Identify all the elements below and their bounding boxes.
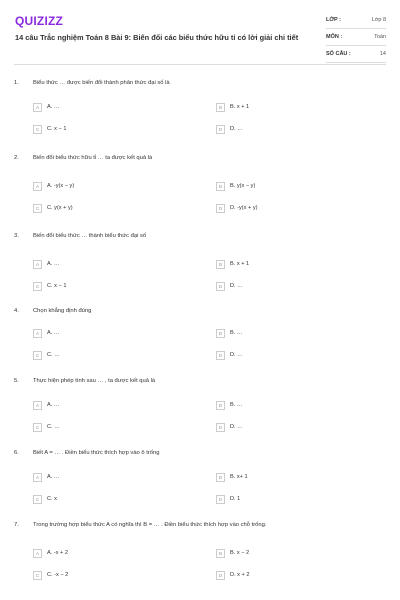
question-5 [14, 378, 386, 448]
option-text: B. x+ 1 [230, 474, 248, 480]
question-number: 2. [14, 155, 19, 161]
option-text: A. … [47, 402, 60, 408]
option-text: B. … [230, 402, 243, 408]
option-text: C. … [47, 352, 60, 358]
option-c[interactable] [33, 422, 60, 432]
option-d[interactable] [216, 281, 243, 291]
option-d[interactable] [216, 124, 243, 134]
option-b[interactable] [216, 472, 248, 482]
meta-value: Lớp 8 [371, 17, 386, 23]
option-a[interactable] [33, 400, 59, 410]
question-number: 1. [14, 80, 19, 86]
question-3 [14, 233, 386, 303]
option-text: B. x + 1 [230, 261, 250, 267]
meta-label: SỐ CÂU : [326, 51, 351, 57]
option-text: A. … [47, 330, 60, 336]
option-letter-a: A [33, 329, 42, 338]
option-text: C. -x − 2 [47, 572, 69, 578]
option-letter-b: B [216, 473, 225, 482]
question-text: Biến đổi biểu thức … thành biểu thức đại số [33, 233, 147, 239]
meta-value: Toán [374, 34, 386, 40]
option-text: D. … [230, 126, 243, 132]
option-b[interactable] [216, 328, 242, 338]
option-text: C. … [47, 424, 60, 430]
option-d[interactable] [216, 350, 243, 360]
option-c[interactable] [33, 494, 57, 504]
option-text: D. … [230, 424, 243, 430]
option-text: D. x + 2 [230, 572, 250, 578]
question-4 [14, 308, 386, 378]
option-text: C. y(x + y) [47, 205, 73, 211]
question-text: Biểu thức … được biến đổi thành phân thức đại số là [33, 80, 170, 86]
question-number: 5. [14, 378, 19, 384]
option-d[interactable] [216, 494, 240, 504]
option-d[interactable] [216, 203, 258, 213]
option-text: A. … [47, 104, 60, 110]
question-2 [14, 155, 386, 225]
question-6 [14, 450, 386, 520]
option-text: B. y(x − y) [230, 183, 256, 189]
option-b[interactable] [216, 181, 255, 191]
option-text: D. … [230, 352, 243, 358]
option-letter-b: B [216, 549, 225, 558]
option-letter-d: D [216, 495, 225, 504]
option-letter-d: D [216, 282, 225, 291]
option-a[interactable] [33, 102, 59, 112]
option-letter-a: A [33, 260, 42, 269]
question-number: 6. [14, 450, 19, 456]
worksheet-header [0, 0, 400, 62]
meta-row-subject [326, 29, 386, 46]
option-text: B. x + 1 [230, 104, 250, 110]
option-letter-b: B [216, 103, 225, 112]
option-text: A. -y(x − y) [47, 183, 75, 189]
meta-label: MÔN : [326, 34, 343, 40]
option-c[interactable] [33, 570, 68, 580]
option-letter-d: D [216, 571, 225, 580]
option-text: A. -x + 2 [47, 550, 68, 556]
meta-row-class [326, 12, 386, 29]
option-text: D. … [230, 283, 243, 289]
option-a[interactable] [33, 548, 68, 558]
question-7 [14, 522, 386, 594]
option-letter-a: A [33, 473, 42, 482]
option-text: C. x − 1 [47, 126, 67, 132]
option-text: D. -y(x + y) [230, 205, 258, 211]
question-number: 7. [14, 522, 19, 528]
question-1 [14, 80, 386, 150]
option-letter-c: C [33, 495, 42, 504]
question-text: Thực hiện phép tính sau … , ta được kết quả là [33, 378, 156, 384]
option-text: C. x − 1 [47, 283, 67, 289]
option-letter-c: C [33, 204, 42, 213]
option-a[interactable] [33, 259, 59, 269]
option-b[interactable] [216, 400, 242, 410]
meta-value: 14 [379, 51, 386, 57]
question-text: Biến đổi biểu thức hữu tỉ … ta được kết quả là [33, 155, 153, 161]
question-text: Trong trường hợp biểu thức A có nghĩa thì B = … . Điền biểu thức thích hợp vào chỗ trống. [33, 522, 267, 528]
option-c[interactable] [33, 203, 73, 213]
option-b[interactable] [216, 548, 249, 558]
meta-table [326, 12, 386, 63]
option-c[interactable] [33, 124, 66, 134]
quizizz-logo: QUIZIZZ [15, 14, 64, 28]
option-a[interactable] [33, 472, 59, 482]
option-letter-c: C [33, 571, 42, 580]
option-letter-c: C [33, 351, 42, 360]
option-text: C. x [47, 496, 57, 502]
option-d[interactable] [216, 422, 243, 432]
meta-label: LỚP : [326, 17, 341, 23]
header-divider [14, 64, 386, 65]
option-letter-a: A [33, 182, 42, 191]
option-letter-d: D [216, 204, 225, 213]
option-text: A. … [47, 261, 60, 267]
meta-row-count [326, 46, 386, 63]
option-text: A. … [47, 474, 60, 480]
option-letter-d: D [216, 125, 225, 134]
question-text: Biết A = … . Điền biểu thức thích hợp vào ô trống [33, 450, 160, 456]
option-letter-c: C [33, 423, 42, 432]
option-a[interactable] [33, 328, 59, 338]
option-c[interactable] [33, 281, 66, 291]
option-text: D. 1 [230, 496, 241, 502]
option-letter-d: D [216, 351, 225, 360]
question-text: Chọn khẳng định đúng [33, 308, 92, 314]
option-letter-a: A [33, 549, 42, 558]
option-b[interactable] [216, 259, 249, 269]
option-letter-b: B [216, 260, 225, 269]
option-text: B. … [230, 330, 243, 336]
option-a[interactable] [33, 181, 74, 191]
option-letter-d: D [216, 423, 225, 432]
question-number: 3. [14, 233, 19, 239]
option-letter-a: A [33, 401, 42, 410]
option-text: B. x − 2 [230, 550, 250, 556]
option-letter-b: B [216, 182, 225, 191]
option-letter-c: C [33, 125, 42, 134]
option-d[interactable] [216, 570, 249, 580]
question-number: 4. [14, 308, 19, 314]
option-letter-a: A [33, 103, 42, 112]
option-letter-b: B [216, 329, 225, 338]
option-b[interactable] [216, 102, 249, 112]
page-title: 14 câu Trắc nghiệm Toán 8 Bài 9: Biến đổi các biểu thức hữu tỉ có lời giải chi tiết [15, 33, 299, 42]
option-letter-b: B [216, 401, 225, 410]
option-c[interactable] [33, 350, 60, 360]
option-letter-c: C [33, 282, 42, 291]
